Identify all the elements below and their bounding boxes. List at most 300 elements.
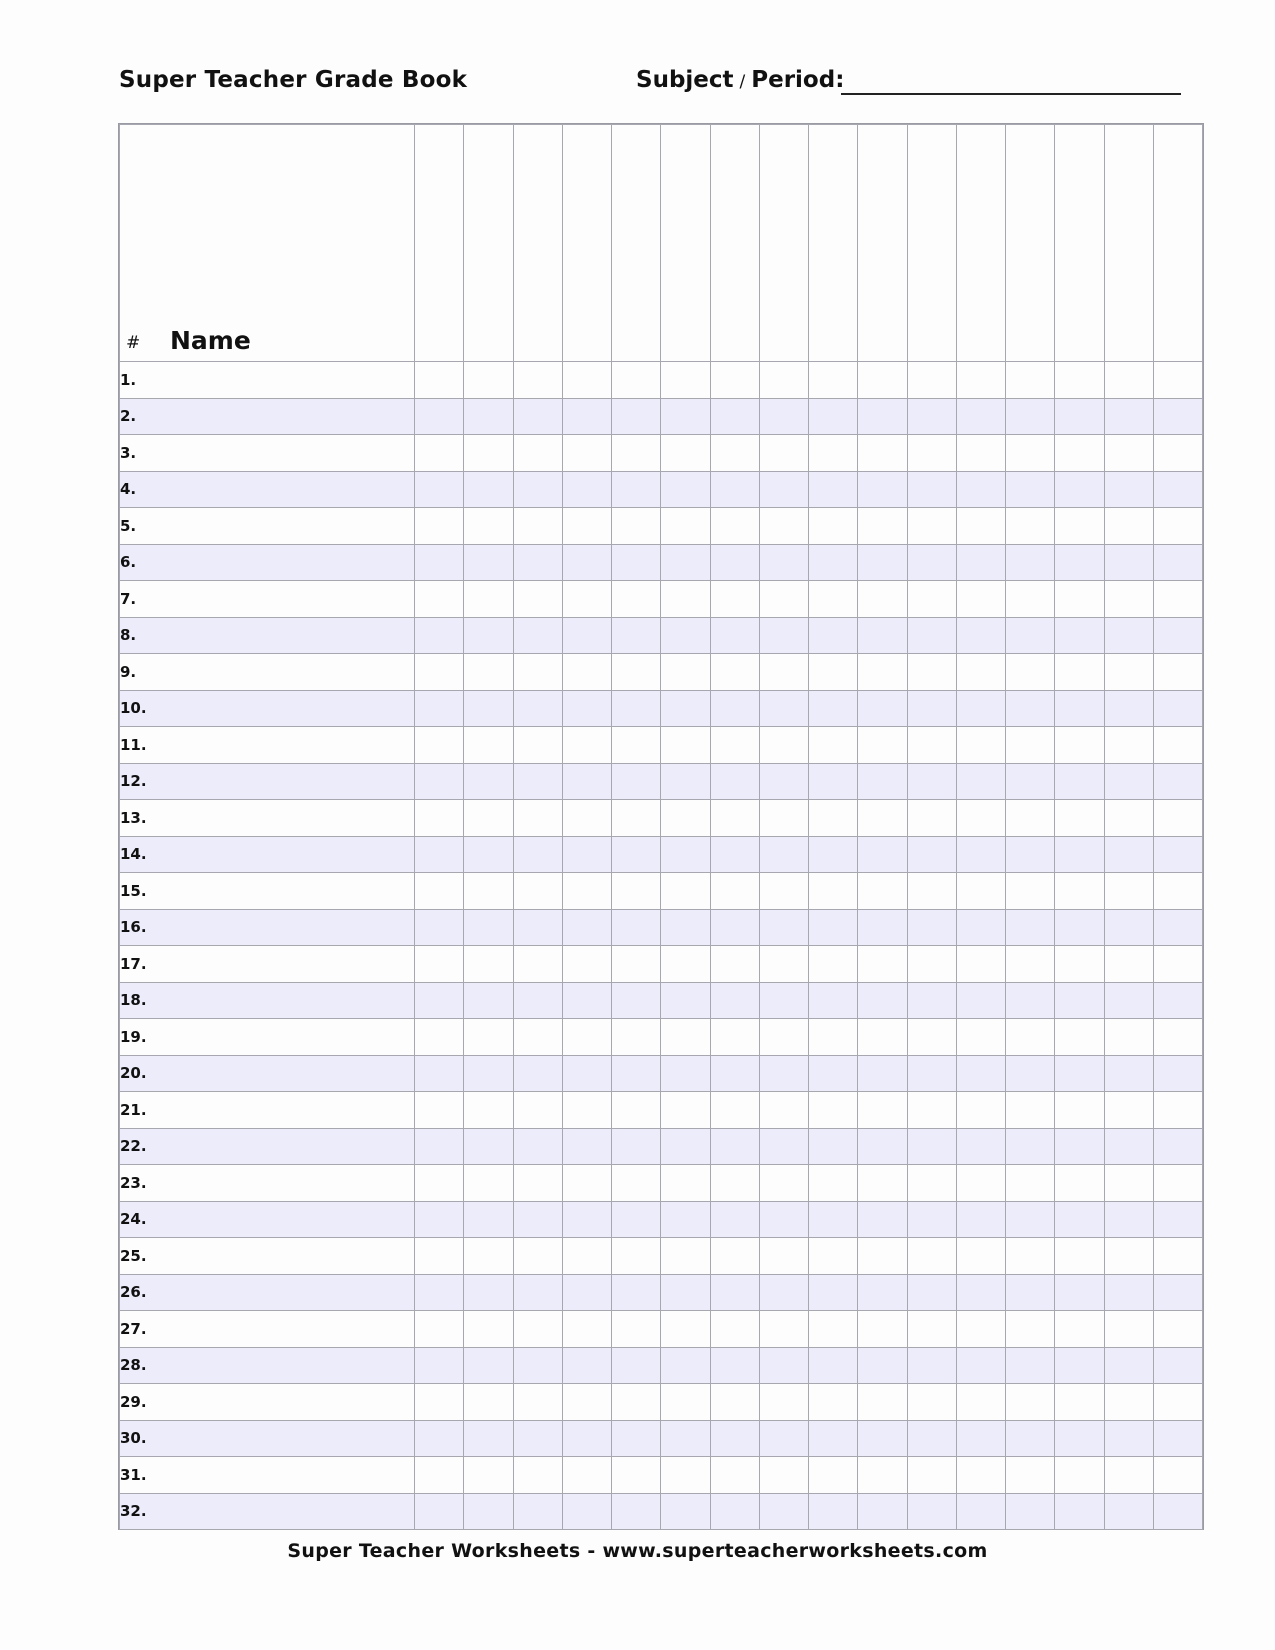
grade-cell[interactable] xyxy=(612,873,661,910)
grade-cell[interactable] xyxy=(907,1055,956,1092)
grade-cell[interactable] xyxy=(612,1201,661,1238)
grade-cell[interactable] xyxy=(661,1493,710,1530)
grade-cell[interactable] xyxy=(562,800,611,837)
grade-cell[interactable] xyxy=(858,1128,907,1165)
grade-cell[interactable] xyxy=(956,581,1005,618)
student-name-cell[interactable]: 20. xyxy=(120,1055,415,1092)
grade-cell[interactable] xyxy=(1153,946,1202,983)
grade-cell[interactable] xyxy=(464,1384,513,1421)
grade-cell[interactable] xyxy=(1104,544,1153,581)
grade-cell[interactable] xyxy=(661,1055,710,1092)
student-name-cell[interactable]: 5. xyxy=(120,508,415,545)
grade-cell[interactable] xyxy=(1055,1311,1104,1348)
assignment-column-header[interactable] xyxy=(661,125,710,362)
grade-cell[interactable] xyxy=(956,1311,1005,1348)
grade-cell[interactable] xyxy=(661,1128,710,1165)
grade-cell[interactable] xyxy=(1153,690,1202,727)
grade-cell[interactable] xyxy=(612,909,661,946)
grade-cell[interactable] xyxy=(956,1092,1005,1129)
grade-cell[interactable] xyxy=(956,800,1005,837)
grade-cell[interactable] xyxy=(661,1420,710,1457)
grade-cell[interactable] xyxy=(415,544,464,581)
grade-cell[interactable] xyxy=(562,836,611,873)
student-name-cell[interactable]: 26. xyxy=(120,1274,415,1311)
grade-cell[interactable] xyxy=(513,1347,562,1384)
grade-cell[interactable] xyxy=(661,946,710,983)
grade-cell[interactable] xyxy=(1006,471,1055,508)
grade-cell[interactable] xyxy=(415,909,464,946)
grade-cell[interactable] xyxy=(415,1384,464,1421)
student-name-cell[interactable]: 9. xyxy=(120,654,415,691)
grade-cell[interactable] xyxy=(858,1493,907,1530)
grade-cell[interactable] xyxy=(907,800,956,837)
grade-cell[interactable] xyxy=(612,1493,661,1530)
grade-cell[interactable] xyxy=(858,654,907,691)
grade-cell[interactable] xyxy=(1153,727,1202,764)
grade-cell[interactable] xyxy=(415,1019,464,1056)
grade-cell[interactable] xyxy=(1104,1128,1153,1165)
grade-cell[interactable] xyxy=(907,982,956,1019)
grade-cell[interactable] xyxy=(1055,690,1104,727)
grade-cell[interactable] xyxy=(956,727,1005,764)
grade-cell[interactable] xyxy=(1055,800,1104,837)
grade-cell[interactable] xyxy=(1104,909,1153,946)
grade-cell[interactable] xyxy=(809,909,858,946)
grade-cell[interactable] xyxy=(612,471,661,508)
grade-cell[interactable] xyxy=(809,1201,858,1238)
grade-cell[interactable] xyxy=(907,1274,956,1311)
grade-cell[interactable] xyxy=(858,617,907,654)
grade-cell[interactable] xyxy=(956,836,1005,873)
grade-cell[interactable] xyxy=(415,1347,464,1384)
grade-cell[interactable] xyxy=(1153,1347,1202,1384)
grade-cell[interactable] xyxy=(809,1055,858,1092)
grade-cell[interactable] xyxy=(907,909,956,946)
grade-cell[interactable] xyxy=(513,1165,562,1202)
assignment-column-header[interactable] xyxy=(858,125,907,362)
grade-cell[interactable] xyxy=(759,1165,808,1202)
grade-cell[interactable] xyxy=(464,1055,513,1092)
grade-cell[interactable] xyxy=(1153,800,1202,837)
assignment-column-header[interactable] xyxy=(1055,125,1104,362)
grade-cell[interactable] xyxy=(513,508,562,545)
grade-cell[interactable] xyxy=(759,800,808,837)
grade-cell[interactable] xyxy=(1153,617,1202,654)
grade-cell[interactable] xyxy=(710,362,759,399)
grade-cell[interactable] xyxy=(562,873,611,910)
grade-cell[interactable] xyxy=(858,946,907,983)
student-name-cell[interactable]: 31. xyxy=(120,1457,415,1494)
grade-cell[interactable] xyxy=(415,1274,464,1311)
grade-cell[interactable] xyxy=(809,1420,858,1457)
grade-cell[interactable] xyxy=(562,1128,611,1165)
grade-cell[interactable] xyxy=(562,1055,611,1092)
grade-cell[interactable] xyxy=(759,1128,808,1165)
grade-cell[interactable] xyxy=(858,581,907,618)
assignment-column-header[interactable] xyxy=(956,125,1005,362)
grade-cell[interactable] xyxy=(1104,654,1153,691)
grade-cell[interactable] xyxy=(1153,1019,1202,1056)
grade-cell[interactable] xyxy=(562,909,611,946)
grade-cell[interactable] xyxy=(562,471,611,508)
grade-cell[interactable] xyxy=(858,800,907,837)
grade-cell[interactable] xyxy=(415,1092,464,1129)
grade-cell[interactable] xyxy=(1104,800,1153,837)
grade-cell[interactable] xyxy=(661,581,710,618)
grade-cell[interactable] xyxy=(612,982,661,1019)
grade-cell[interactable] xyxy=(562,1165,611,1202)
grade-cell[interactable] xyxy=(612,508,661,545)
grade-cell[interactable] xyxy=(858,1457,907,1494)
grade-cell[interactable] xyxy=(710,1128,759,1165)
grade-cell[interactable] xyxy=(1153,909,1202,946)
grade-cell[interactable] xyxy=(513,435,562,472)
grade-cell[interactable] xyxy=(612,1311,661,1348)
grade-cell[interactable] xyxy=(1104,435,1153,472)
grade-cell[interactable] xyxy=(1006,1128,1055,1165)
grade-cell[interactable] xyxy=(1104,1092,1153,1129)
grade-cell[interactable] xyxy=(710,581,759,618)
grade-cell[interactable] xyxy=(1153,1457,1202,1494)
grade-cell[interactable] xyxy=(907,1092,956,1129)
grade-cell[interactable] xyxy=(612,617,661,654)
grade-cell[interactable] xyxy=(562,1274,611,1311)
grade-cell[interactable] xyxy=(1006,800,1055,837)
grade-cell[interactable] xyxy=(710,1019,759,1056)
grade-cell[interactable] xyxy=(661,690,710,727)
grade-cell[interactable] xyxy=(907,1384,956,1421)
grade-cell[interactable] xyxy=(661,471,710,508)
grade-cell[interactable] xyxy=(562,617,611,654)
grade-cell[interactable] xyxy=(809,763,858,800)
grade-cell[interactable] xyxy=(1006,1493,1055,1530)
grade-cell[interactable] xyxy=(1055,1128,1104,1165)
grade-cell[interactable] xyxy=(1153,1493,1202,1530)
grade-cell[interactable] xyxy=(1055,1384,1104,1421)
grade-cell[interactable] xyxy=(710,1165,759,1202)
grade-cell[interactable] xyxy=(464,1019,513,1056)
grade-cell[interactable] xyxy=(1006,508,1055,545)
grade-cell[interactable] xyxy=(513,471,562,508)
student-name-cell[interactable]: 28. xyxy=(120,1347,415,1384)
grade-cell[interactable] xyxy=(464,1165,513,1202)
grade-cell[interactable] xyxy=(759,617,808,654)
grade-cell[interactable] xyxy=(759,1274,808,1311)
student-name-cell[interactable]: 3. xyxy=(120,435,415,472)
grade-cell[interactable] xyxy=(1153,654,1202,691)
grade-cell[interactable] xyxy=(759,435,808,472)
grade-cell[interactable] xyxy=(612,1384,661,1421)
grade-cell[interactable] xyxy=(513,800,562,837)
grade-cell[interactable] xyxy=(956,1457,1005,1494)
grade-cell[interactable] xyxy=(1104,1347,1153,1384)
grade-cell[interactable] xyxy=(562,1092,611,1129)
grade-cell[interactable] xyxy=(661,800,710,837)
grade-cell[interactable] xyxy=(661,544,710,581)
grade-cell[interactable] xyxy=(858,1311,907,1348)
grade-cell[interactable] xyxy=(661,508,710,545)
grade-cell[interactable] xyxy=(464,873,513,910)
grade-cell[interactable] xyxy=(562,1311,611,1348)
grade-cell[interactable] xyxy=(1055,508,1104,545)
grade-cell[interactable] xyxy=(907,690,956,727)
grade-cell[interactable] xyxy=(907,435,956,472)
grade-cell[interactable] xyxy=(661,1238,710,1275)
grade-cell[interactable] xyxy=(710,508,759,545)
grade-cell[interactable] xyxy=(1104,1238,1153,1275)
grade-cell[interactable] xyxy=(710,654,759,691)
grade-cell[interactable] xyxy=(1153,471,1202,508)
grade-cell[interactable] xyxy=(710,1055,759,1092)
grade-cell[interactable] xyxy=(415,1457,464,1494)
grade-cell[interactable] xyxy=(907,1347,956,1384)
grade-cell[interactable] xyxy=(907,581,956,618)
grade-cell[interactable] xyxy=(661,1311,710,1348)
grade-cell[interactable] xyxy=(1104,946,1153,983)
grade-cell[interactable] xyxy=(513,727,562,764)
grade-cell[interactable] xyxy=(710,1420,759,1457)
grade-cell[interactable] xyxy=(612,362,661,399)
grade-cell[interactable] xyxy=(809,362,858,399)
grade-cell[interactable] xyxy=(661,1347,710,1384)
grade-cell[interactable] xyxy=(1153,836,1202,873)
grade-cell[interactable] xyxy=(710,544,759,581)
grade-cell[interactable] xyxy=(612,1238,661,1275)
grade-cell[interactable] xyxy=(1055,1493,1104,1530)
grade-cell[interactable] xyxy=(415,1128,464,1165)
grade-cell[interactable] xyxy=(1006,435,1055,472)
assignment-column-header[interactable] xyxy=(612,125,661,362)
grade-cell[interactable] xyxy=(562,1457,611,1494)
grade-cell[interactable] xyxy=(759,836,808,873)
grade-cell[interactable] xyxy=(612,1420,661,1457)
grade-cell[interactable] xyxy=(710,946,759,983)
grade-cell[interactable] xyxy=(1104,1493,1153,1530)
grade-cell[interactable] xyxy=(464,1128,513,1165)
grade-cell[interactable] xyxy=(710,398,759,435)
grade-cell[interactable] xyxy=(464,690,513,727)
grade-cell[interactable] xyxy=(513,1201,562,1238)
grade-cell[interactable] xyxy=(513,763,562,800)
grade-cell[interactable] xyxy=(464,435,513,472)
grade-cell[interactable] xyxy=(1055,982,1104,1019)
grade-cell[interactable] xyxy=(858,873,907,910)
grade-cell[interactable] xyxy=(1006,1201,1055,1238)
grade-cell[interactable] xyxy=(612,1019,661,1056)
grade-cell[interactable] xyxy=(464,581,513,618)
grade-cell[interactable] xyxy=(907,1128,956,1165)
student-name-cell[interactable]: 8. xyxy=(120,617,415,654)
grade-cell[interactable] xyxy=(809,398,858,435)
assignment-column-header[interactable] xyxy=(759,125,808,362)
grade-cell[interactable] xyxy=(759,763,808,800)
grade-cell[interactable] xyxy=(1153,982,1202,1019)
grade-cell[interactable] xyxy=(513,1274,562,1311)
grade-cell[interactable] xyxy=(562,1384,611,1421)
grade-cell[interactable] xyxy=(562,1420,611,1457)
grade-cell[interactable] xyxy=(759,1420,808,1457)
grade-cell[interactable] xyxy=(612,435,661,472)
grade-cell[interactable] xyxy=(612,544,661,581)
grade-cell[interactable] xyxy=(1153,1420,1202,1457)
grade-cell[interactable] xyxy=(1104,873,1153,910)
grade-cell[interactable] xyxy=(415,763,464,800)
grade-cell[interactable] xyxy=(1104,1165,1153,1202)
grade-cell[interactable] xyxy=(1153,1384,1202,1421)
grade-cell[interactable] xyxy=(1006,654,1055,691)
grade-cell[interactable] xyxy=(415,508,464,545)
grade-cell[interactable] xyxy=(1153,873,1202,910)
grade-cell[interactable] xyxy=(1104,1457,1153,1494)
grade-cell[interactable] xyxy=(759,1092,808,1129)
grade-cell[interactable] xyxy=(1006,398,1055,435)
grade-cell[interactable] xyxy=(464,800,513,837)
grade-cell[interactable] xyxy=(710,873,759,910)
assignment-column-header[interactable] xyxy=(464,125,513,362)
grade-cell[interactable] xyxy=(710,1092,759,1129)
grade-cell[interactable] xyxy=(1006,1384,1055,1421)
grade-cell[interactable] xyxy=(1104,1201,1153,1238)
assignment-column-header[interactable] xyxy=(710,125,759,362)
grade-cell[interactable] xyxy=(464,471,513,508)
grade-cell[interactable] xyxy=(464,982,513,1019)
grade-cell[interactable] xyxy=(809,1457,858,1494)
grade-cell[interactable] xyxy=(415,654,464,691)
grade-cell[interactable] xyxy=(956,544,1005,581)
grade-cell[interactable] xyxy=(710,617,759,654)
grade-cell[interactable] xyxy=(1055,836,1104,873)
grade-cell[interactable] xyxy=(809,1384,858,1421)
grade-cell[interactable] xyxy=(415,690,464,727)
grade-cell[interactable] xyxy=(809,800,858,837)
grade-cell[interactable] xyxy=(612,690,661,727)
grade-cell[interactable] xyxy=(1055,1092,1104,1129)
grade-cell[interactable] xyxy=(464,1201,513,1238)
grade-cell[interactable] xyxy=(1104,581,1153,618)
grade-cell[interactable] xyxy=(907,508,956,545)
grade-cell[interactable] xyxy=(562,1347,611,1384)
grade-cell[interactable] xyxy=(809,690,858,727)
grade-cell[interactable] xyxy=(1006,1274,1055,1311)
grade-cell[interactable] xyxy=(956,982,1005,1019)
grade-cell[interactable] xyxy=(562,727,611,764)
grade-cell[interactable] xyxy=(956,909,1005,946)
student-name-cell[interactable]: 17. xyxy=(120,946,415,983)
grade-cell[interactable] xyxy=(513,1457,562,1494)
grade-cell[interactable] xyxy=(1006,836,1055,873)
grade-cell[interactable] xyxy=(661,982,710,1019)
grade-cell[interactable] xyxy=(661,1165,710,1202)
grade-cell[interactable] xyxy=(1055,398,1104,435)
grade-cell[interactable] xyxy=(415,982,464,1019)
grade-cell[interactable] xyxy=(464,1420,513,1457)
grade-cell[interactable] xyxy=(1006,1055,1055,1092)
grade-cell[interactable] xyxy=(809,471,858,508)
grade-cell[interactable] xyxy=(956,1165,1005,1202)
grade-cell[interactable] xyxy=(710,1493,759,1530)
grade-cell[interactable] xyxy=(464,1238,513,1275)
grade-cell[interactable] xyxy=(513,982,562,1019)
grade-cell[interactable] xyxy=(661,398,710,435)
grade-cell[interactable] xyxy=(661,435,710,472)
grade-cell[interactable] xyxy=(1055,1019,1104,1056)
grade-cell[interactable] xyxy=(464,1311,513,1348)
grade-cell[interactable] xyxy=(956,1274,1005,1311)
grade-cell[interactable] xyxy=(513,836,562,873)
grade-cell[interactable] xyxy=(562,1238,611,1275)
grade-cell[interactable] xyxy=(809,873,858,910)
grade-cell[interactable] xyxy=(1104,1055,1153,1092)
grade-cell[interactable] xyxy=(661,1384,710,1421)
student-name-cell[interactable]: 30. xyxy=(120,1420,415,1457)
grade-cell[interactable] xyxy=(1055,909,1104,946)
grade-cell[interactable] xyxy=(1055,362,1104,399)
assignment-column-header[interactable] xyxy=(513,125,562,362)
grade-cell[interactable] xyxy=(415,362,464,399)
grade-cell[interactable] xyxy=(907,763,956,800)
grade-cell[interactable] xyxy=(710,909,759,946)
grade-cell[interactable] xyxy=(661,909,710,946)
grade-cell[interactable] xyxy=(858,763,907,800)
grade-cell[interactable] xyxy=(956,362,1005,399)
grade-cell[interactable] xyxy=(907,946,956,983)
grade-cell[interactable] xyxy=(907,1019,956,1056)
grade-cell[interactable] xyxy=(759,946,808,983)
grade-cell[interactable] xyxy=(1006,1019,1055,1056)
grade-cell[interactable] xyxy=(809,508,858,545)
grade-cell[interactable] xyxy=(907,654,956,691)
grade-cell[interactable] xyxy=(1104,508,1153,545)
grade-cell[interactable] xyxy=(415,1055,464,1092)
grade-cell[interactable] xyxy=(562,581,611,618)
grade-cell[interactable] xyxy=(809,1128,858,1165)
grade-cell[interactable] xyxy=(710,1201,759,1238)
grade-cell[interactable] xyxy=(956,471,1005,508)
grade-cell[interactable] xyxy=(1153,581,1202,618)
grade-cell[interactable] xyxy=(661,617,710,654)
grade-cell[interactable] xyxy=(907,398,956,435)
grade-cell[interactable] xyxy=(464,654,513,691)
grade-cell[interactable] xyxy=(1153,1238,1202,1275)
grade-cell[interactable] xyxy=(415,873,464,910)
grade-cell[interactable] xyxy=(759,1055,808,1092)
grade-cell[interactable] xyxy=(415,471,464,508)
grade-cell[interactable] xyxy=(956,398,1005,435)
grade-cell[interactable] xyxy=(1153,1311,1202,1348)
grade-cell[interactable] xyxy=(710,1311,759,1348)
grade-cell[interactable] xyxy=(956,1347,1005,1384)
assignment-column-header[interactable] xyxy=(1153,125,1202,362)
subject-period-field[interactable] xyxy=(841,93,1181,95)
grade-cell[interactable] xyxy=(1055,471,1104,508)
grade-cell[interactable] xyxy=(759,508,808,545)
grade-cell[interactable] xyxy=(907,1201,956,1238)
grade-cell[interactable] xyxy=(858,1092,907,1129)
grade-cell[interactable] xyxy=(612,1457,661,1494)
grade-cell[interactable] xyxy=(612,727,661,764)
grade-cell[interactable] xyxy=(661,654,710,691)
grade-cell[interactable] xyxy=(1153,763,1202,800)
grade-cell[interactable] xyxy=(415,398,464,435)
grade-cell[interactable] xyxy=(464,1347,513,1384)
grade-cell[interactable] xyxy=(1055,1457,1104,1494)
grade-cell[interactable] xyxy=(809,727,858,764)
grade-cell[interactable] xyxy=(858,836,907,873)
grade-cell[interactable] xyxy=(956,690,1005,727)
grade-cell[interactable] xyxy=(562,690,611,727)
student-name-cell[interactable]: 10. xyxy=(120,690,415,727)
grade-cell[interactable] xyxy=(612,581,661,618)
